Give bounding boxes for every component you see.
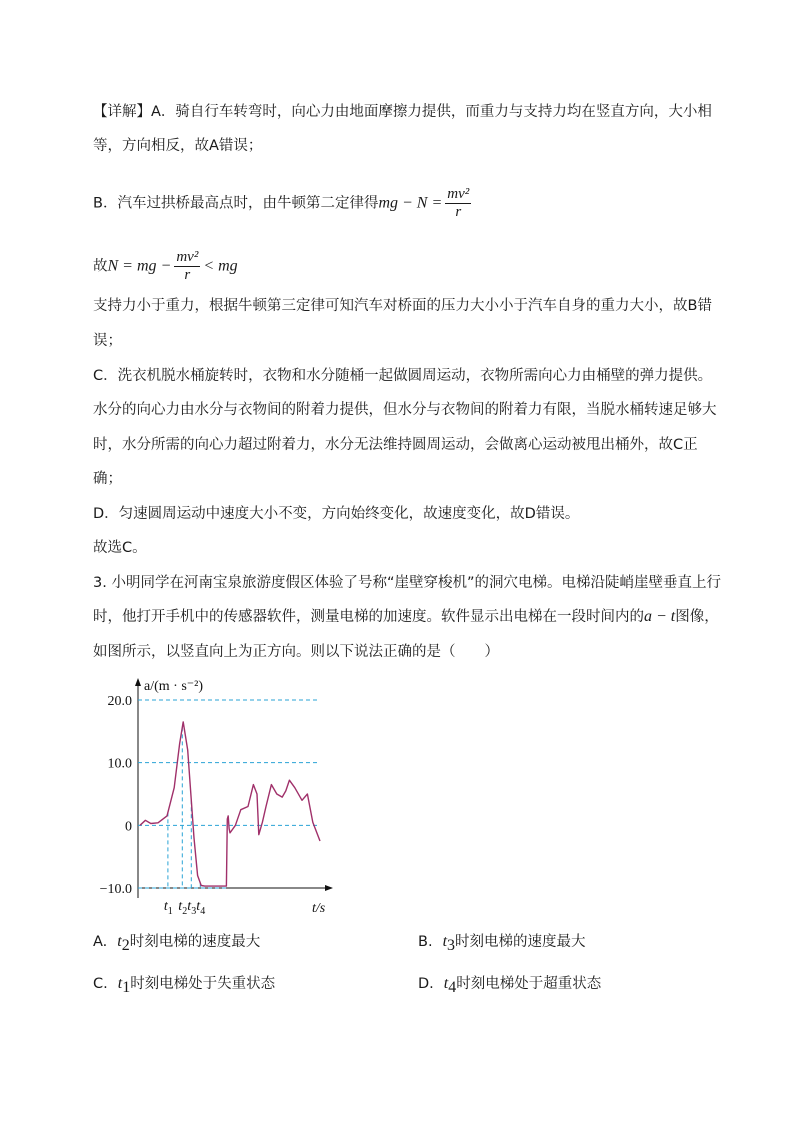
detail-line-5: C．洗衣机脱水桶旋转时，衣物和水分随桶一起做圆周运动，衣物所需向心力由桶壁的弹力提供。 (93, 368, 713, 384)
question-line-b (93, 607, 719, 627)
option-c[interactable] (93, 972, 275, 997)
fraction (174, 249, 200, 284)
x-axis-arrow (325, 885, 333, 891)
x-axis-label: t/s (312, 901, 326, 916)
option-b[interactable] (418, 930, 586, 955)
y-tick-label: 10.0 (107, 756, 132, 772)
option-d[interactable] (418, 972, 601, 997)
detail-line-1a: 【详解】A．骑自行车转弯时，向心力由地面摩擦力提供，而重力与支持力均在竖直方向，大小相 (93, 104, 712, 120)
detail-line-6b: 时，水分所需的向心力超过附着力，水分无法维持圆周运动，会做离心运动被甩出桶外，故C正 (93, 437, 698, 453)
acceleration-curve (140, 722, 320, 886)
question-line-c: 如图所示，以竖直向上为正方向。则以下说法正确的是（ ） (93, 644, 499, 660)
y-axis-label: a/(m · s⁻²) (144, 679, 204, 694)
y-tick-label: 20.0 (107, 694, 132, 709)
option-d-letter: D. (418, 976, 434, 992)
detail-line-2-prefix: B．汽车过拱桥最高点时，由牛顿第二定律得 (93, 195, 379, 212)
fraction-numerator: mv² (176, 249, 199, 265)
fraction-denominator: r (455, 204, 462, 220)
fraction-denominator: r (184, 267, 191, 283)
y-tick-label: 0 (125, 819, 132, 835)
detail-line-3-prefix: 故 (93, 258, 108, 275)
option-c-subscript: 1 (122, 978, 131, 996)
detail-line-3 (93, 249, 238, 284)
question-line-b-post: 图像， (675, 609, 719, 625)
option-d-text: 时刻电梯处于超重状态 (456, 976, 602, 992)
fraction (445, 186, 471, 221)
question-line-b-pre: 时，他打开手机中的传感器软件，测量电梯的加速度。软件显示出电梯在一段时间内的 (93, 609, 644, 625)
option-c-symbol: t (117, 975, 123, 992)
option-d-symbol: t (443, 975, 449, 992)
option-d-subscript: 4 (448, 978, 457, 996)
option-b-subscript: 3 (447, 936, 456, 954)
option-b-letter: B. (418, 934, 433, 950)
question-math: a − t (644, 608, 676, 625)
option-c-text: 时刻电梯处于失重状态 (130, 976, 276, 992)
marker-label: $t_4$ (196, 899, 206, 917)
detail-line-4b: 误； (93, 333, 122, 349)
equation-lhs: N = mg − (107, 257, 172, 275)
fraction-numerator: mv² (447, 186, 470, 202)
question-line-a: 3. 小明同学在河南宝泉旅游度假区体验了号称“崖壁穿梭机”的洞穴电梯。电梯沿陡峭崖壁垂直上行 (93, 575, 721, 591)
option-c-letter: C. (93, 976, 108, 992)
option-a[interactable] (93, 930, 260, 955)
y-axis-arrow (135, 678, 141, 686)
detail-line-6c: 确； (93, 471, 122, 487)
acceleration-time-chart (92, 672, 342, 920)
marker-label: $t_3$ (187, 899, 197, 917)
detail-line-1b: 等，方向相反，故A错误； (93, 138, 263, 154)
marker-label: $t_2$ (178, 899, 188, 917)
equation-lhs: mg − N = (378, 194, 443, 212)
detail-line-8: 故选C。 (93, 540, 147, 556)
y-tick-label: −10.0 (99, 882, 132, 897)
detail-line-4a: 支持力小于重力，根据牛顿第三定律可知汽车对桥面的压力大小小于汽车自身的重力大小，故B错 (93, 298, 712, 314)
detail-line-7: D．匀速圆周运动中速度大小不变，方向始终变化，故速度变化，故D错误。 (93, 506, 580, 522)
option-a-symbol: t (117, 933, 122, 950)
equation-rhs: < mg (203, 257, 238, 275)
option-a-text: 时刻电梯的速度最大 (129, 934, 261, 950)
option-a-letter: A. (93, 934, 108, 950)
option-b-text: 时刻电梯的速度最大 (455, 934, 586, 950)
detail-line-2 (93, 186, 474, 221)
detail-line-6a: 水分的向心力由水分与衣物间的附着力提供，但水分与衣物间的附着力有限，当脱水桶转速足够大 (93, 402, 717, 418)
option-b-symbol: t (442, 933, 448, 950)
option-a-subscript: 2 (121, 936, 130, 954)
marker-label: $t_1$ (163, 899, 173, 917)
